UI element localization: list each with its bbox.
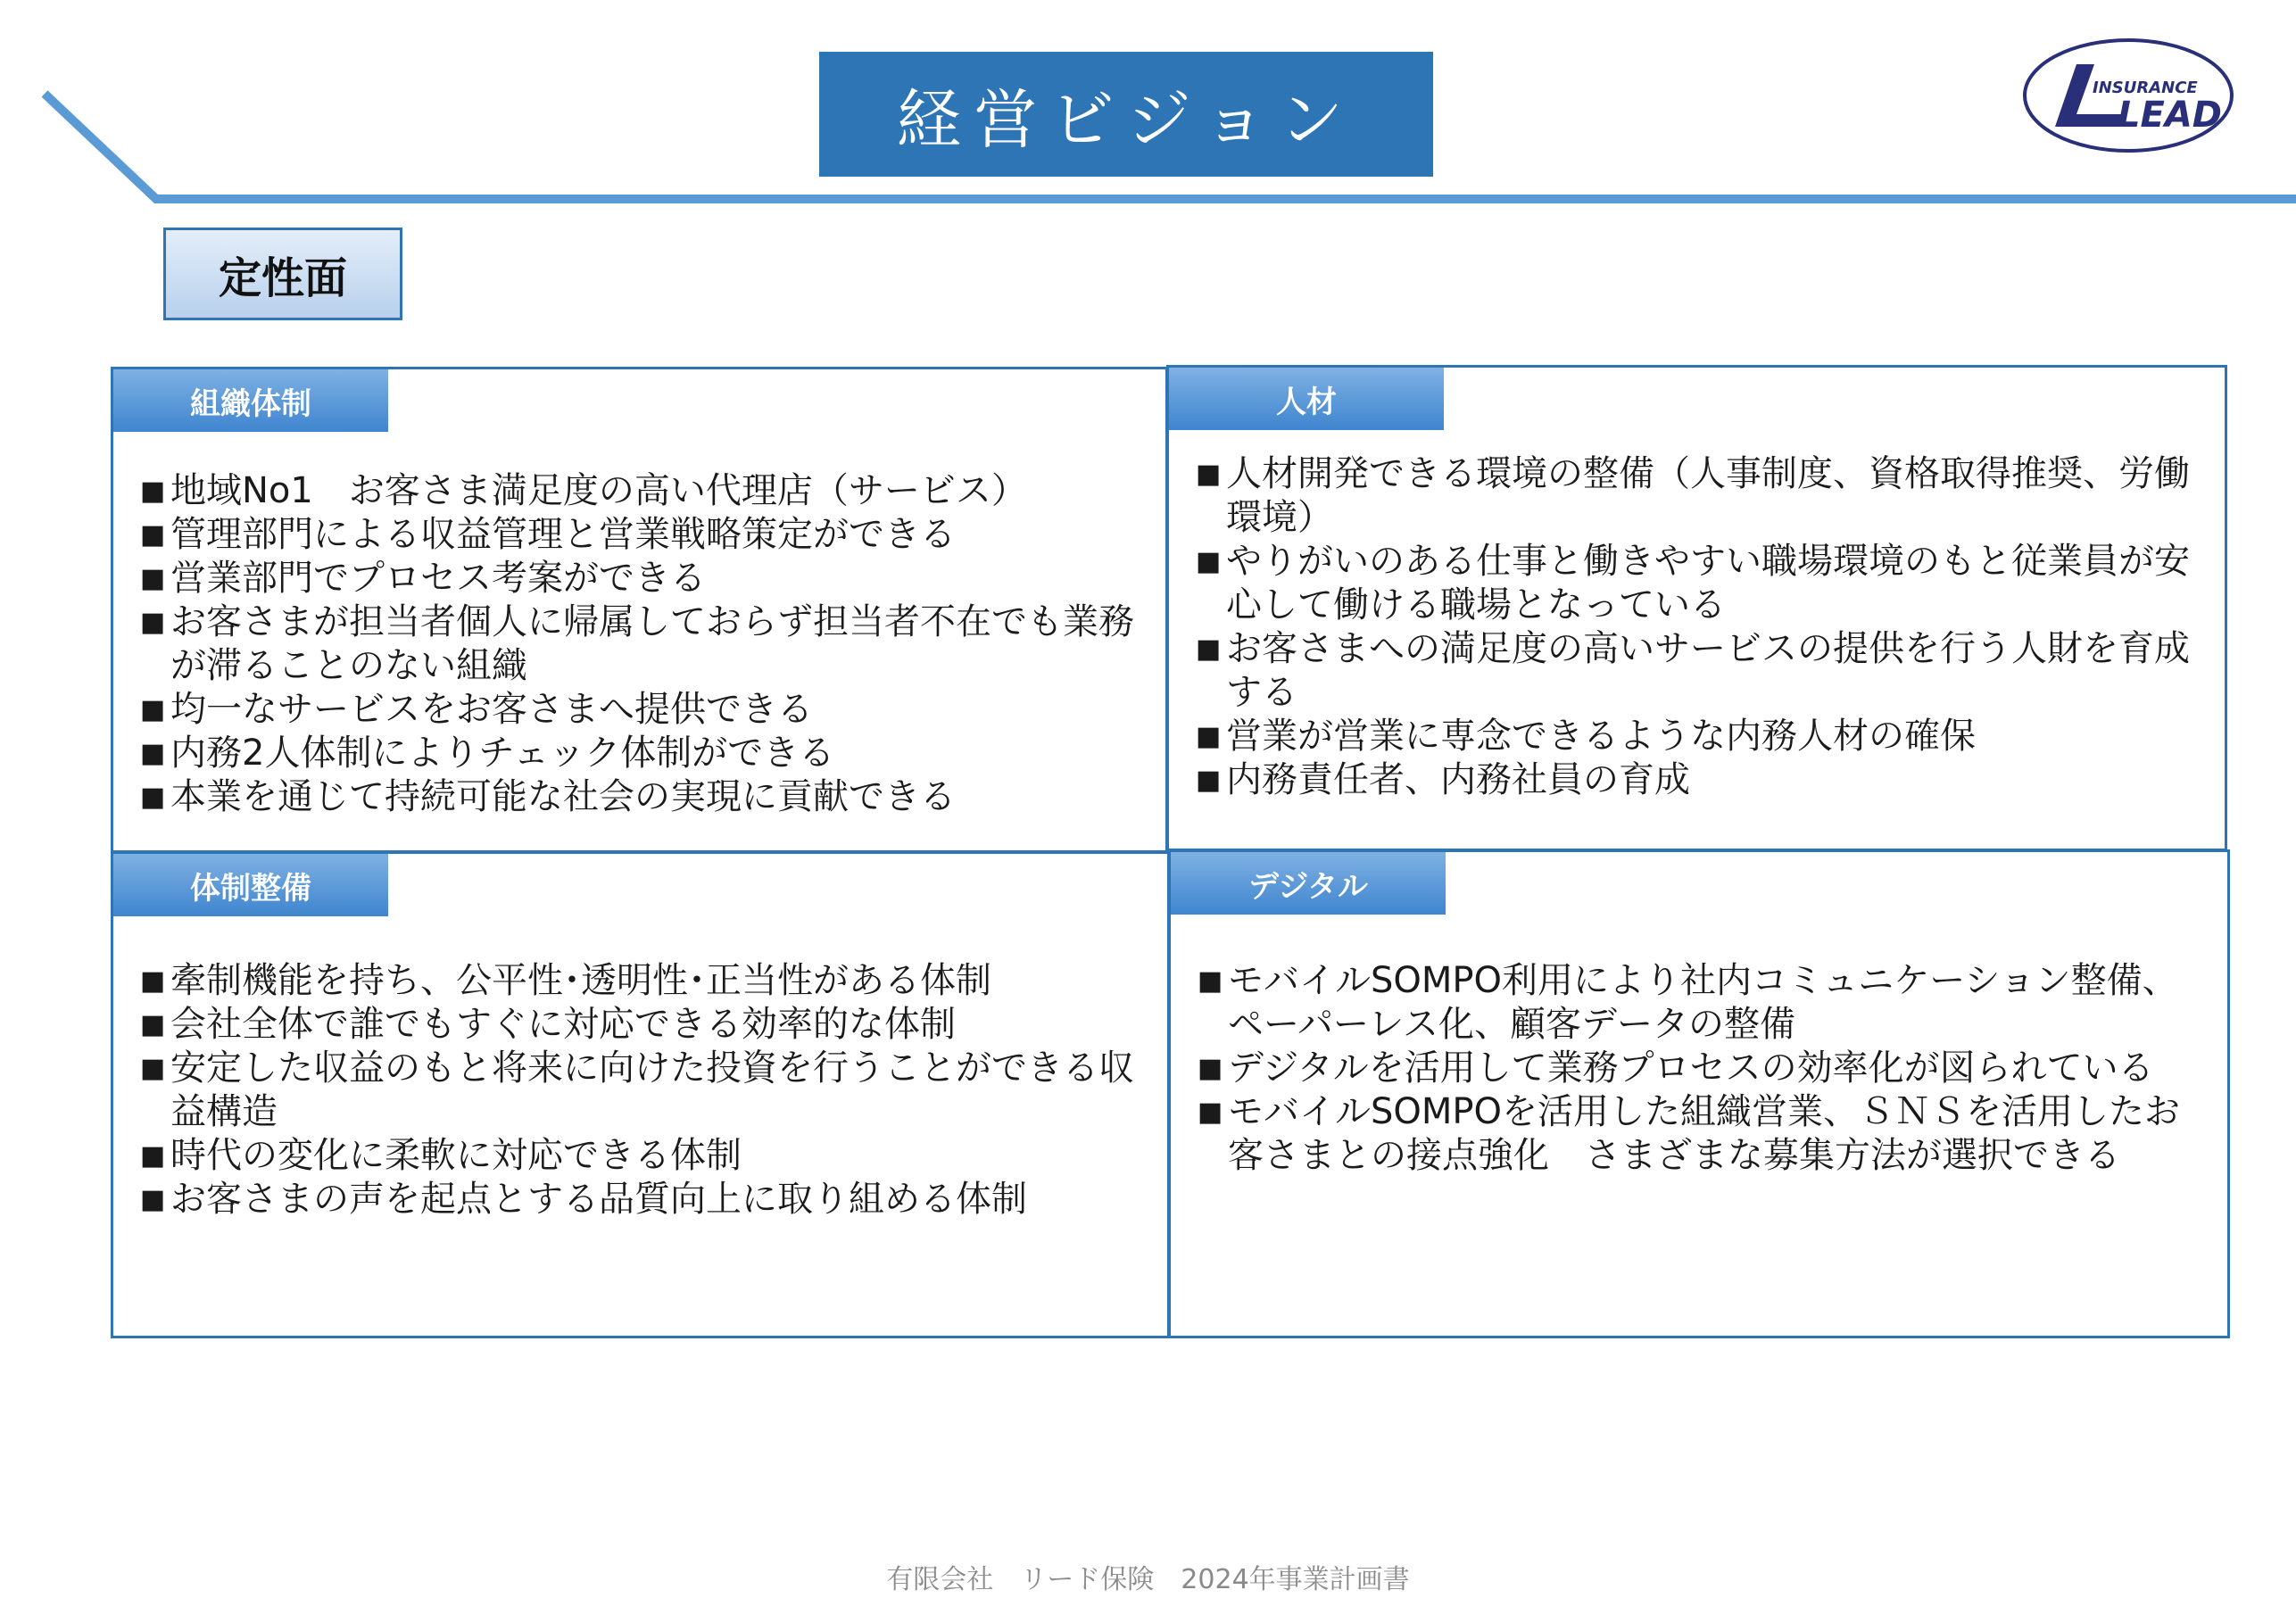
list-item: ■ 均一なサービスをお客さまへ提供できる bbox=[140, 688, 1149, 732]
list-item: ■ 内務2人体制によりチェック体制ができる bbox=[140, 732, 1149, 775]
list-item: ■ 営業部門でプロセス考案ができる bbox=[140, 557, 1149, 600]
list-item: ■ 人材開発できる環境の整備（人事制度、資格取得推奨、労働環境） bbox=[1196, 452, 2209, 540]
panel-human-resources bbox=[1166, 365, 2227, 851]
section-label: 定性面 bbox=[163, 228, 402, 320]
list-item: ■ 管理部門による収益管理と営業戦略策定ができる bbox=[140, 513, 1149, 557]
panel-digital bbox=[1168, 849, 2230, 1338]
company-logo bbox=[2021, 36, 2235, 156]
panel-organization bbox=[111, 367, 1168, 853]
list-item: ■ 安定した収益のもと将来に向けた投資を行うことができる収益構造 bbox=[140, 1047, 1151, 1134]
panel-tab: 人材 bbox=[1169, 368, 1444, 430]
panel-tab: 体制整備 bbox=[113, 854, 388, 916]
list-item: ■ 牽制機能を持ち、公平性･透明性･正当性がある体制 bbox=[140, 959, 1151, 1003]
page-footer: 有限会社 リード保険 2024年事業計画書 bbox=[886, 1564, 1410, 1595]
list-item: ■ 時代の変化に柔軟に対応できる体制 bbox=[140, 1134, 1151, 1178]
item-list bbox=[140, 959, 1151, 1221]
page-title: 経営ビジョン bbox=[819, 52, 1433, 177]
list-item: ■ モバイルSOMPO利用により社内コミュニケーション整備、ペーパーレス化、顧客データの整備 bbox=[1198, 959, 2211, 1047]
list-item: ■ お客さまが担当者個人に帰属しておらず担当者不在でも業務が滞ることのない組織 bbox=[140, 600, 1149, 688]
list-item: ■ 営業が営業に専念できるような内務人材の確保 bbox=[1196, 715, 2209, 758]
panel-tab: 組織体制 bbox=[113, 369, 388, 432]
item-list bbox=[1198, 959, 2211, 1178]
list-item: ■ デジタルを活用して業務プロセスの効率化が図られている bbox=[1198, 1047, 2211, 1090]
logo-main-text: LEAD bbox=[2118, 95, 2222, 136]
item-list bbox=[1196, 452, 2209, 802]
logo-top-text: INSURANCE bbox=[2093, 79, 2198, 97]
list-item: ■ 地域No1 お客さま満足度の高い代理店（サービス） bbox=[140, 469, 1149, 513]
item-list bbox=[140, 469, 1149, 819]
list-item: ■ 会社全体で誰でもすぐに対応できる効率的な体制 bbox=[140, 1003, 1151, 1047]
panel-structure bbox=[111, 851, 1170, 1338]
list-item: ■ 本業を通じて持続可能な社会の実現に貢献できる bbox=[140, 775, 1149, 819]
list-item: ■ お客さまの声を起点とする品質向上に取り組める体制 bbox=[140, 1178, 1151, 1221]
list-item: ■ やりがいのある仕事と働きやすい職場環境のもと従業員が安心して働ける職場となっている bbox=[1196, 540, 2209, 627]
list-item: ■ 内務責任者、内務社員の育成 bbox=[1196, 758, 2209, 802]
list-item: ■ お客さまへの満足度の高いサービスの提供を行う人財を育成する bbox=[1196, 627, 2209, 715]
list-item: ■ モバイルSOMPOを活用した組織営業、ＳＮＳを活用したお客さまとの接点強化 さまざまな募集方法が選択できる bbox=[1198, 1090, 2211, 1178]
panel-tab: デジタル bbox=[1171, 852, 1446, 915]
